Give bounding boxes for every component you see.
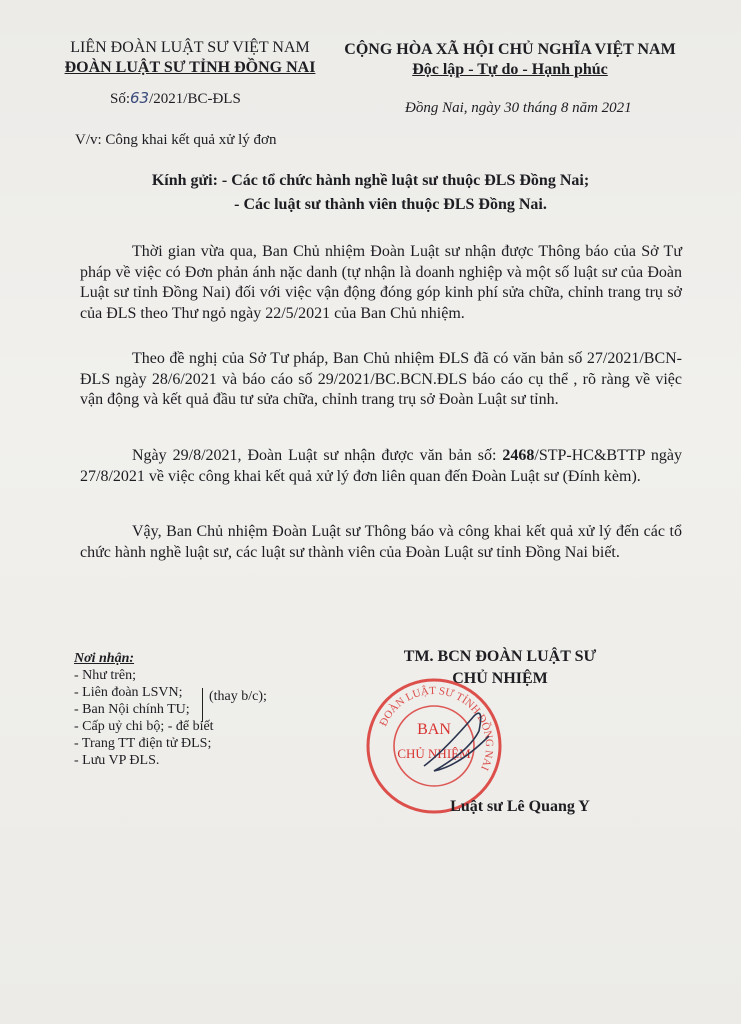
document-subject: V/v: Công khai kết quả xử lý đơn — [75, 132, 277, 148]
signature-title: TM. BCN ĐOÀN LUẬT SƯ — [403, 648, 597, 665]
doc-number-prefix: Số: — [110, 91, 131, 107]
federation-name: LIÊN ĐOÀN LUẬT SƯ VIỆT NAM — [70, 39, 310, 56]
receiver-item: - Như trên; — [74, 668, 137, 683]
receiver-item: - Lưu VP ĐLS. — [74, 753, 160, 768]
paragraph-3 — [80, 446, 682, 487]
receiver-item: - Ban Nội chính TU; — [74, 702, 190, 717]
recipients-line-1: Kính gửi: - Các tổ chức hành nghề luật sư thuộc ĐLS Đồng Nai; — [151, 172, 590, 189]
signature-role: CHỦ NHIỆM — [452, 670, 548, 687]
paragraph-3-text-a: Ngày 29/8/2021, Đoàn Luật sư nhận được văn bản số: — [132, 447, 503, 464]
receivers-title: Nơi nhận: — [74, 651, 135, 666]
document-date: Đồng Nai, ngày 30 tháng 8 năm 2021 — [405, 100, 632, 116]
receiver-item: - Trang TT điện tử ĐLS; — [74, 736, 212, 751]
paragraph-3-text-b: /STP-HC&BTTP ngày 27/8/2021 về việc công khai kết quả xử lý đơn liên quan đến Đoàn Luật sư (Đính kèm). — [80, 447, 683, 485]
receiver-item: - Cấp uỷ chi bộ; - để biết — [74, 719, 214, 734]
official-stamp — [364, 676, 504, 816]
bar-association-name: ĐOÀN LUẬT SƯ TỈNH ĐỒNG NAI — [64, 59, 316, 76]
country-name: CỘNG HÒA XÃ HỘI CHỦ NGHĨA VIỆT NAM — [344, 41, 676, 58]
stamp-ring-text: ĐOÀN LUẬT SƯ TỈNH ĐỒNG NAI — [377, 684, 496, 773]
bracket-note: (thay b/c); — [202, 688, 267, 722]
doc-number-handwritten: 63 — [130, 89, 150, 107]
paragraph-4: Vậy, Ban Chủ nhiệm Đoàn Luật sư Thông báo và công khai kết quả xử lý đến các tổ chức hành nghề luật sư, các luật sư thành viên của Đoàn Luật sư tỉnh Đồng Nai biết. — [80, 523, 682, 561]
recipients-line-2: - Các luật sư thành viên thuộc ĐLS Đồng Nai. — [234, 196, 547, 213]
signer-name: Luật sư Lê Quang Y — [450, 798, 590, 815]
header-right — [330, 40, 690, 80]
doc-number-suffix: /2021/BC-ĐLS — [149, 91, 241, 107]
paragraph-1: Thời gian vừa qua, Ban Chủ nhiệm Đoàn Luật sư nhận được Thông báo của Sở Tư pháp về việc có Đơn phản ánh nặc danh (tự nhận là doanh nghiệp và một số luật sư của Đoàn Luật sư tỉnh Đồng Nai) đối với việc vận động đóng góp kinh phí sửa chữa, chỉnh trang trụ sở của ĐLS theo Thư ngỏ ngày 22/5/2021 của Ban Chủ nhiệm. — [80, 243, 682, 322]
motto: Độc lập - Tự do - Hạnh phúc — [412, 61, 608, 78]
document-number — [110, 89, 241, 108]
receiver-item: - Liên đoàn LSVN; — [74, 685, 183, 700]
stamp-center-2: CHỦ NHIỆM — [397, 746, 471, 761]
paragraph-2: Theo đề nghị của Sở Tư pháp, Ban Chủ nhiệm ĐLS đã có văn bản số 27/2021/BCN-ĐLS ngày 28/6/2021 và báo cáo số 29/2021/BC.BCN.ĐLS báo cáo cụ thể , rõ ràng về việc vận động và kết quả đầu tư sửa chữa, chỉnh trang trụ sở Đoàn Luật sư tỉnh. — [80, 350, 682, 408]
receivers-list — [74, 650, 214, 769]
paragraph-3-doc-number: 2468 — [502, 447, 535, 464]
header-left — [40, 38, 340, 78]
stamp-center-1: BAN — [417, 721, 451, 738]
